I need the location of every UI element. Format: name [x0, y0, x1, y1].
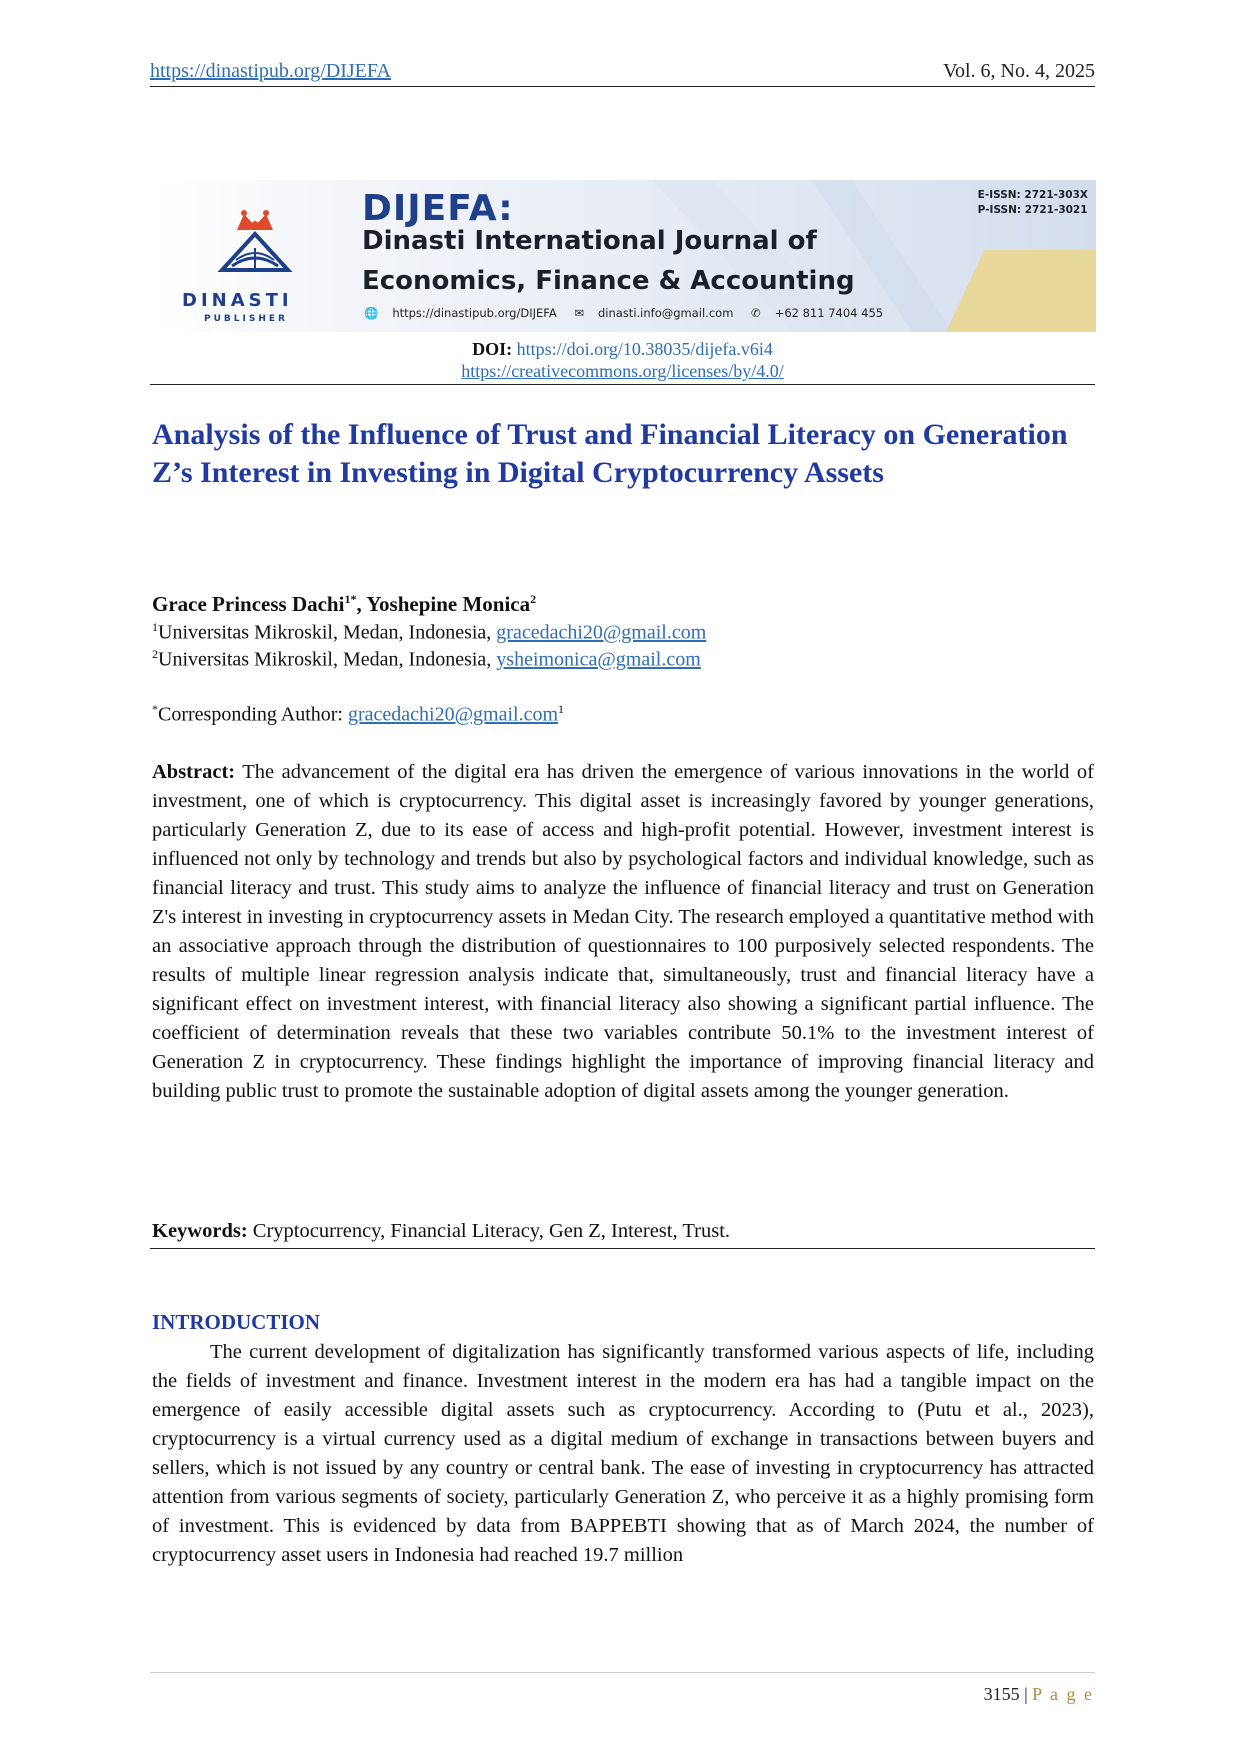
affiliation-2-sup: 2 — [152, 647, 158, 661]
author-1-sup: 1* — [344, 592, 357, 606]
footer-divider — [150, 1672, 1095, 1673]
introduction-text: The current development of digitalization has significantly transformed various aspects of life, including the fields of investment and finance. Investment interest in the modern era has had a tangible impact on the emergence of easily accessible digital assets such as cryptocurrency. According to (Putu et al., 2023), cryptocurrency is a virtual currency used as a digital medium of exchange in transactions between buyers and sellers, which is not issued by any country or central bank. The ease of investing in cryptocurrency has attracted attention from various segments of society, particularly Generation Z, who perceive it as a highly promising form of investment. This is evidenced by data from BAPPEBTI showing that as of March 2024, the number of cryptocurrency asset users in Indonesia had reached 19.7 million — [152, 1341, 1094, 1566]
affiliation-1-sup: 1 — [152, 620, 158, 634]
doi-block — [150, 338, 1095, 382]
header-divider — [150, 384, 1095, 385]
corresponding-author — [152, 702, 564, 727]
doi-label: DOI: — [472, 339, 513, 359]
volume-info: Vol. 6, No. 4, 2025 — [943, 60, 1095, 82]
running-header — [150, 60, 1095, 87]
publisher-subtitle: PUBLISHER — [204, 314, 288, 324]
banner-email: dinasti.info@gmail.com — [597, 306, 734, 320]
eissn: E-ISSN: 2721-303X — [977, 189, 1088, 201]
affiliation-1 — [152, 620, 706, 645]
affiliation-2 — [152, 647, 701, 672]
keywords-divider — [150, 1248, 1095, 1249]
page-footer — [984, 1684, 1094, 1705]
affiliation-1-email[interactable]: gracedachi20@gmail.com — [496, 621, 707, 644]
author-2-sup: 2 — [530, 592, 537, 606]
abstract-label: Abstract: — [152, 761, 236, 783]
footer-separator: | — [1019, 1684, 1033, 1704]
affiliation-2-text: Universitas Mikroskil, Medan, Indonesia, — [158, 648, 497, 671]
keywords-text: Cryptocurrency, Financial Literacy, Gen Z, Interest, Trust. — [247, 1220, 731, 1242]
pissn: P-ISSN: 2721-3021 — [977, 204, 1088, 216]
introduction-heading: INTRODUCTION — [152, 1310, 321, 1334]
corresponding-sup: * — [152, 702, 158, 716]
banner-website: https://dinastipub.org/DIJEFA — [392, 306, 557, 320]
abstract — [152, 758, 1094, 1106]
affiliation-2-email[interactable]: ysheimonica@gmail.com — [496, 648, 701, 671]
author-2: Yoshepine Monica — [366, 592, 531, 616]
affiliation-1-text: Universitas Mikroskil, Medan, Indonesia, — [158, 621, 497, 644]
journal-url-link[interactable]: https://dinastipub.org/DIJEFA — [150, 60, 391, 82]
page-label: P a g e — [1032, 1684, 1094, 1704]
mail-icon: ✉ — [574, 306, 584, 320]
corresponding-label: Corresponding Author: — [158, 703, 348, 726]
paper-title: Analysis of the Influence of Trust and Financial Literacy on Generation Z’s Interest in Investing in Digital Cryptocurrency Assets — [152, 418, 1068, 489]
journal-banner — [152, 180, 1096, 332]
author-1: Grace Princess Dachi — [152, 592, 345, 616]
journal-acronym: DIJEFA: — [362, 188, 514, 229]
phone-icon: ✆ — [751, 306, 761, 320]
publisher-name: DINASTI — [182, 290, 293, 311]
page-number: 3155 — [983, 1684, 1020, 1704]
abstract-text: The advancement of the digital era has driven the emergence of various innovations in the world of investment, one of which is cryptocurrency. This digital asset is increasingly favored by younger generations, particularly Generation Z, due to its ease of access and high-profit potential. However, investment interest is influenced not only by technology and trends but also by psychological factors and individual knowledge, such as financial literacy and trust. This study aims to analyze the influence of financial literacy and trust on Generation Z's interest in investing in cryptocurrency assets in Medan City. The research employed a quantitative method with an associative approach through the distribution of questionnaires to 100 purposively selected respondents. The results of multiple linear regression analysis indicate that, simultaneously, trust and financial literacy have a significant effect on investment interest, with financial literacy also showing a significant partial influence. The coefficient of determination reveals that these two variables contribute 50.1% to the investment interest of Generation Z in cryptocurrency. These findings highlight the importance of improving financial literacy and building public trust to promote the sustainable adoption of digital assets among the younger generation. — [152, 761, 1094, 1102]
authors-line — [152, 592, 536, 617]
banner-phone: +62 811 7404 455 — [774, 306, 884, 320]
keywords-label: Keywords: — [152, 1220, 248, 1242]
corresponding-email-sup: 1 — [558, 702, 564, 716]
author-separator: , — [356, 592, 367, 616]
globe-icon: 🌐 — [364, 306, 379, 320]
issn-block — [978, 188, 1088, 218]
banner-contacts — [364, 306, 897, 320]
journal-title-line2: Economics, Finance & Accounting — [362, 266, 855, 296]
doi-link[interactable]: https://doi.org/10.38035/dijefa.v6i4 — [516, 339, 773, 359]
license-link[interactable]: https://creativecommons.org/licenses/by/4.0/ — [461, 361, 784, 381]
corresponding-email[interactable]: gracedachi20@gmail.com — [348, 703, 558, 726]
dinasti-crown-book-logo-icon — [212, 200, 298, 286]
keywords — [152, 1220, 1094, 1243]
journal-title-line1: Dinasti International Journal of — [362, 226, 817, 256]
